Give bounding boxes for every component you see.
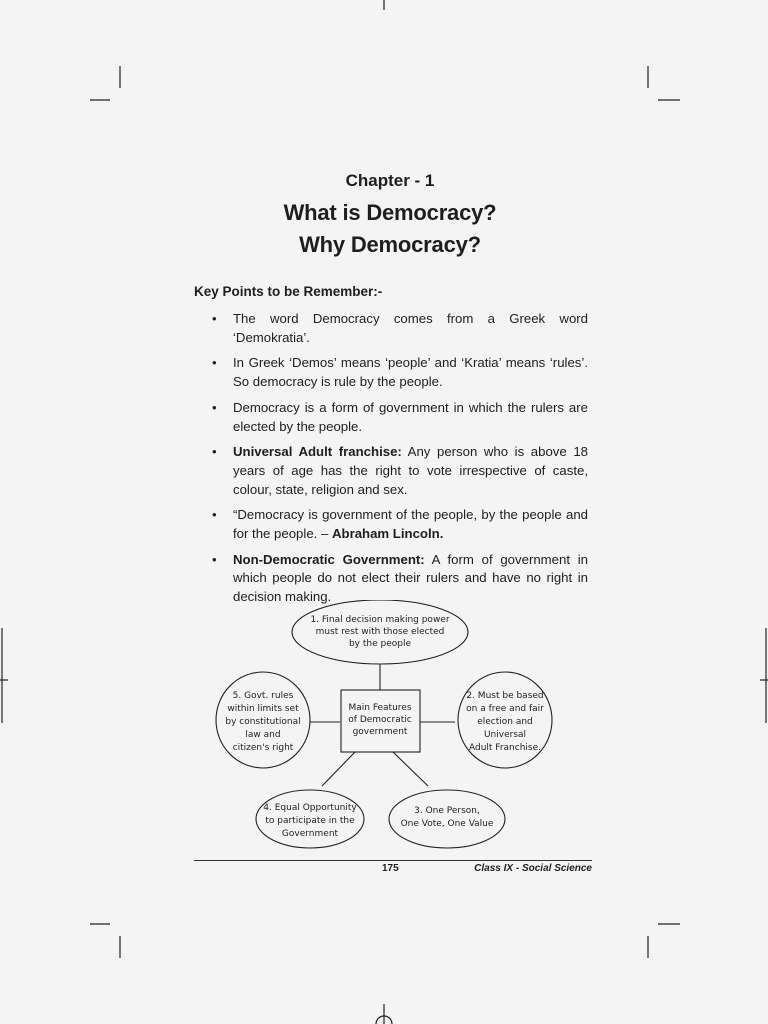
list-item xyxy=(212,310,588,347)
page-title: What is Democracy? xyxy=(283,200,497,225)
page-subtitle: Why Democracy? xyxy=(299,232,481,257)
quote-author: Abraham Lincoln. xyxy=(331,526,444,542)
node4-line: to participate in the xyxy=(265,816,355,826)
bullet-icon: • xyxy=(212,311,217,326)
center-line: of Democratic xyxy=(348,715,412,725)
bullet-icon: • xyxy=(212,399,217,415)
bullet-icon: • xyxy=(212,444,217,460)
features-diagram xyxy=(210,600,560,850)
node5-line: citizen's right xyxy=(232,743,294,753)
node2-line: Adult Franchise. xyxy=(469,743,541,753)
bullet-icon: • xyxy=(212,507,217,523)
point-text: Democracy is a form of government in which the rulers are elected by the people. xyxy=(233,399,588,434)
node5-line: within limits set xyxy=(227,704,299,714)
node3-line: One Vote, One Value xyxy=(400,819,494,829)
node3-line: 3. One Person, xyxy=(414,806,480,816)
page-number: 175 xyxy=(382,863,399,874)
node4-line: 4. Equal Opportunity xyxy=(263,803,357,813)
key-points-heading: Key Points to be Remember:- xyxy=(194,284,383,299)
node2-line: Universal xyxy=(483,730,527,740)
key-points-list xyxy=(212,310,588,614)
point-term: Universal Adult franchise: xyxy=(233,444,402,460)
node5-line: law and xyxy=(245,730,281,740)
center-line: government xyxy=(352,727,408,737)
point-text: In Greek ‘Demos’ means ‘people’ and ‘Kratia’ means ‘rules’. So democracy is rule by the people. xyxy=(233,355,588,390)
node5-line: by constitutional xyxy=(225,717,301,727)
node1-line: must rest with those elected xyxy=(315,627,445,637)
footer-book-title: Class IX - Social Science xyxy=(474,863,592,874)
list-item xyxy=(212,443,588,499)
node1-line: by the people xyxy=(348,639,412,649)
node2-line: on a free and fair xyxy=(466,704,544,714)
bullet-icon: • xyxy=(212,355,217,371)
chapter-label: Chapter - 1 xyxy=(345,171,435,190)
point-text: “Democracy is government of the people, by the people and for the people. – xyxy=(233,507,588,542)
node2-line: election and xyxy=(477,717,533,727)
list-item xyxy=(212,506,588,543)
node4-line: Government xyxy=(281,829,339,839)
list-item xyxy=(212,354,588,391)
point-text: A form of government in which people do not elect their rulers and have no right in decision making. xyxy=(233,551,588,605)
point-term: Non-Democratic Government: xyxy=(233,551,425,567)
center-line: Main Features xyxy=(348,703,412,713)
bullet-icon: • xyxy=(212,551,217,567)
footer-divider xyxy=(194,860,592,861)
node1-line: 1. Final decision making power xyxy=(310,615,450,625)
point-text: Any person who is above 18 years of age has the right to vote irrespective of caste, colour, state, religion and sex. xyxy=(233,444,588,497)
node5-line: 5. Govt. rules xyxy=(232,691,294,701)
list-item xyxy=(212,399,588,436)
node2-line: 2. Must be based xyxy=(466,691,544,701)
list-item xyxy=(212,551,588,607)
point-text: The word Democracy comes from a Greek word ‘Demokratia’. xyxy=(233,311,588,345)
